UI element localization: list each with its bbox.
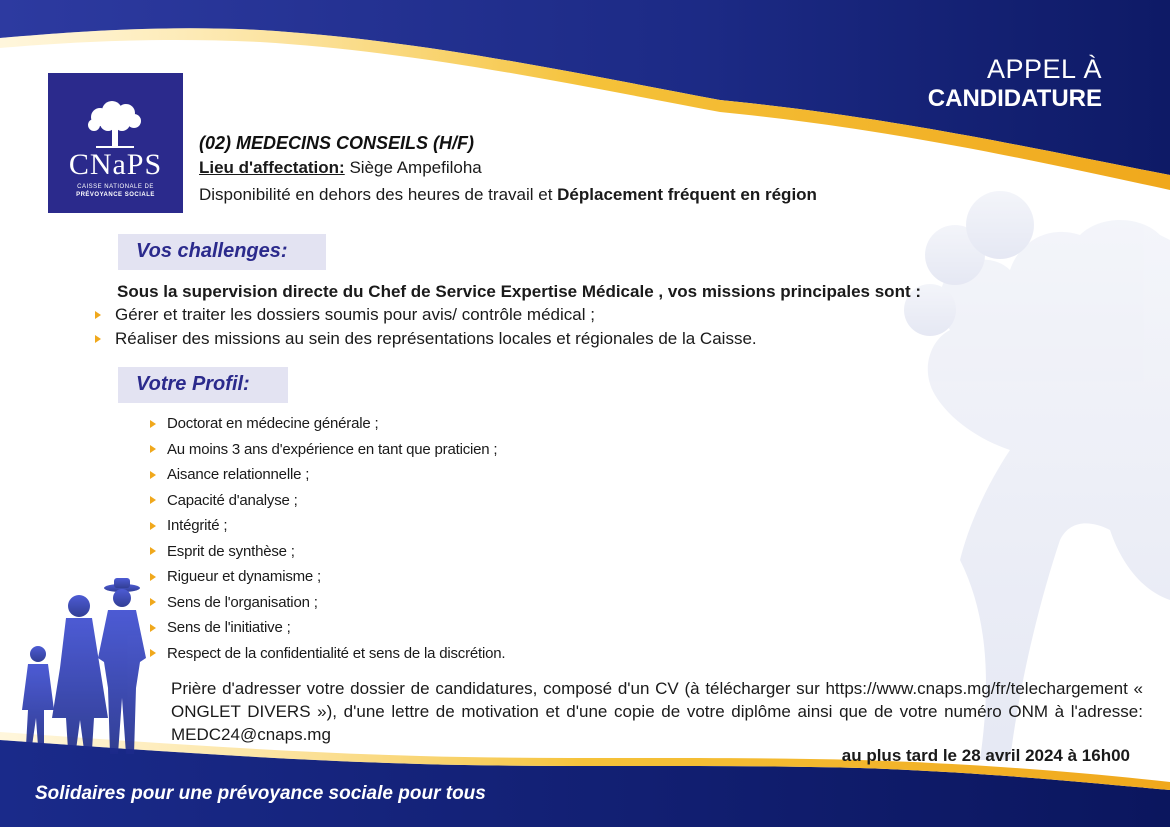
mission-text: Réaliser des missions au sein des représentations locales et régionales de la Caisse. xyxy=(115,329,757,348)
profile-text: Capacité d'analyse ; xyxy=(167,491,298,509)
job-title: (02) MEDECINS CONSEILS (H/F) xyxy=(199,133,475,153)
list-item xyxy=(150,539,505,565)
application-instructions: Prière d'adresser votre dossier de candidatures, composé d'un CV (à télécharger sur https://www.cnaps.mg/fr/telechargement « ONGLET DIVERS »), d'une lettre de motivation et d'une copie de votre diplôme ainsi que de votre numéro ONM à l'adresse: MEDC24@cnaps.mg xyxy=(171,679,1143,744)
profile-list xyxy=(150,411,505,666)
tree-icon xyxy=(86,101,144,151)
bullet-icon xyxy=(95,311,101,319)
profile-text: Sens de l'organisation ; xyxy=(167,593,318,611)
profile-text: Au moins 3 ans d'expérience en tant que praticien ; xyxy=(167,440,498,458)
profile-text: Aisance relationnelle ; xyxy=(167,466,310,483)
missions-list xyxy=(95,303,757,351)
list-item xyxy=(150,564,505,590)
logo-subtitle-2: PRÉVOYANCE SOCIALE xyxy=(76,192,155,198)
location-label: Lieu d'affectation: xyxy=(199,158,345,177)
list-item xyxy=(95,327,757,351)
list-item xyxy=(150,615,505,641)
profile-text: Sens de l'initiative ; xyxy=(167,619,291,636)
challenges-heading: Vos challenges: xyxy=(118,234,326,270)
location-value: Siège Ampefiloha xyxy=(344,158,482,177)
profile-text: Rigueur et dynamisme ; xyxy=(167,568,322,585)
bullet-icon xyxy=(150,496,156,504)
challenges-intro: Sous la supervision directe du Chef de Service Expertise Médicale , vos missions principales sont : xyxy=(117,282,921,301)
profile-text: Respect de la confidentialité et sens de la discrétion. xyxy=(167,644,506,662)
list-item xyxy=(95,303,757,327)
list-item xyxy=(150,513,505,539)
profile-text: Esprit de synthèse ; xyxy=(167,542,295,560)
list-item xyxy=(150,411,505,437)
availability-bold: Déplacement fréquent en région xyxy=(557,185,817,204)
mission-text: Gérer et traiter les dossiers soumis pour avis/ contrôle médical ; xyxy=(115,305,595,324)
availability-text: Disponibilité en dehors des heures de travail et xyxy=(199,185,558,204)
logo-name: CNaPS xyxy=(68,148,163,181)
bullet-icon xyxy=(150,445,156,453)
bullet-icon xyxy=(150,471,156,479)
list-item xyxy=(150,437,505,463)
bullet-icon xyxy=(150,547,156,555)
profile-text: Intégrité ; xyxy=(167,517,228,534)
list-item xyxy=(150,590,505,616)
bullet-icon xyxy=(150,522,156,530)
bullet-icon xyxy=(95,335,101,343)
application-deadline: au plus tard le 28 avril 2024 à 16h00 xyxy=(841,746,1130,765)
profile-text: Doctorat en médecine générale ; xyxy=(167,415,379,432)
profile-heading: Votre Profil: xyxy=(118,367,288,403)
list-item xyxy=(150,488,505,514)
family-silhouette-icon xyxy=(14,578,164,758)
logo-subtitle-1: CAISSE NATIONALE DE xyxy=(77,184,154,190)
job-availability xyxy=(199,181,817,209)
call-for-applications-heading xyxy=(928,54,1102,114)
footer-slogan: Solidaires pour une prévoyance sociale pour tous xyxy=(35,783,486,804)
appel-line-2: CANDIDATURE xyxy=(927,85,1102,112)
appel-line-1: APPEL À xyxy=(986,54,1102,84)
bullet-icon xyxy=(150,420,156,428)
job-info xyxy=(199,131,817,209)
list-item xyxy=(150,462,505,488)
job-location xyxy=(199,155,817,181)
cnaps-logo xyxy=(48,73,183,213)
list-item xyxy=(150,641,505,667)
